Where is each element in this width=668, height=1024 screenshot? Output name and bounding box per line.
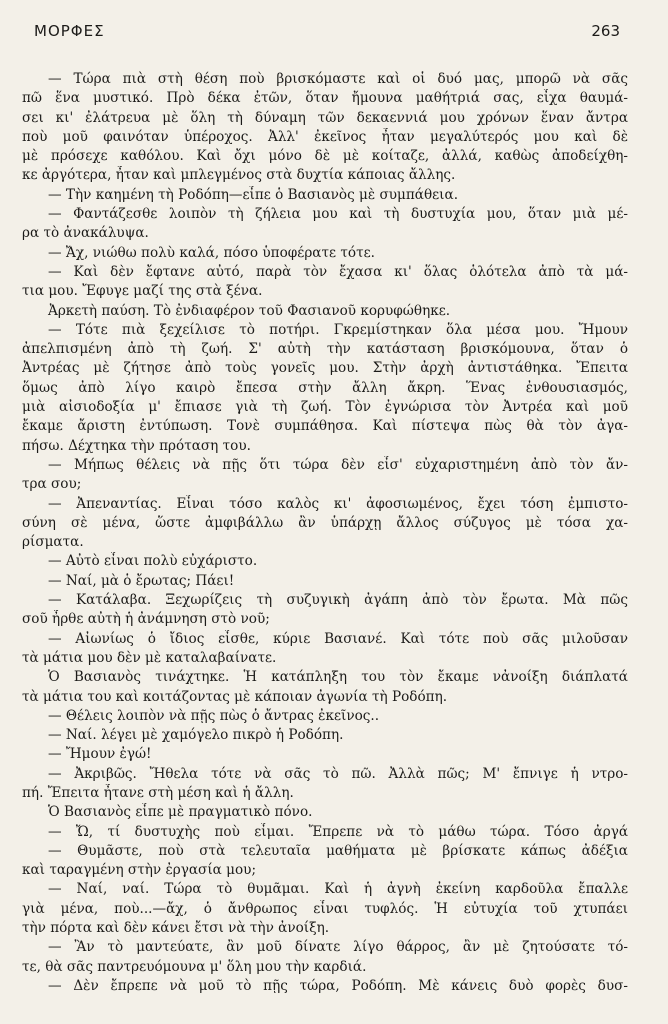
text-line: τρα σου;	[22, 476, 82, 493]
text-line: πήσω. Δέχτηκα τὴν πρόταση του.	[22, 437, 251, 454]
text-line: — Ἂν τὸ μαντεύατε, ἂν μοῦ δίνατε λίγο θάρρος, ἂν μὲ ζητούσατε τό-	[48, 939, 628, 956]
text-line: Ὁ Βασιανὸς τινάχτηκε. Ἡ κατάπληξη του τὸν ἔκαμε νἀνοίξη διάπλατά	[48, 669, 628, 686]
text-line: σοῦ ἦρθε αὐτὴ ἡ ἀνάμνηση στὸ νοῦ;	[22, 611, 270, 628]
text-line: — Δὲν ἔπρεπε νὰ μοῦ τὸ πῇς τώρα, Ροδόπη. Μὲ κάνεις δυὸ φορὲς δυσ-	[48, 977, 628, 994]
text-line: σύνη σὲ μένα, ὥστε ἀμφιβάλλω ἂν ὑπάρχῃ ἄλλος σύζυγος μὲ τόσα χα-	[22, 514, 628, 531]
text-line: — Τότε πιὰ ξεχείλισε τὸ ποτήρι. Γκρεμίστηκαν ὅλα μέσα μου. Ἤμουν	[48, 321, 628, 338]
text-line: Ἀντρέας μὲ ζήτησε ἀπὸ τοὺς γονεῖς μου. Στὴν ἀρχὴ ἀντιστάθηκα. Ἔπειτα	[22, 360, 628, 377]
text-line: — Κατάλαβα. Ξεχωρίζεις τὴ συζυγικὴ ἀγάπη ἀπὸ τὸν ἔρωτα. Μὰ πῶς	[48, 592, 628, 609]
text-line: τὰ μάτια του καὶ κοιτάζοντας μὲ κάποιαν ἀγωνία τὴ Ροδόπη.	[22, 688, 448, 705]
running-head: ΜΟΡΦΕΣ	[34, 22, 105, 40]
text-line: κε ἀργότερα, ἦταν καὶ μπλεγμένος στὰ δυχτία κάποιας ἄλλης.	[22, 167, 456, 184]
text-line: καὶ ταραγμένη στὴν ἐργασία μου;	[22, 862, 257, 879]
text-line: — Θυμᾶστε, ποὺ στὰ τελευταῖα μαθήματα μὲ βρίσκατε κάπως ἀδέξια	[48, 842, 628, 859]
text-line: ρα τὸ ἀνακάλυψα.	[22, 225, 149, 242]
text-line: τια μου. Ἔφυγε μαζί της στὰ ξένα.	[22, 283, 263, 300]
text-line: Ὁ Βασιανὸς εἶπε μὲ πραγματικὸ πόνο.	[48, 804, 313, 821]
text-line: τε, θὰ σᾶς παντρευόμουνα μ' ὅλη μου τὴν καρδιά.	[22, 958, 367, 975]
text-line: — Αἰωνίως ὁ ἴδιος εἶσθε, κύριε Βασιανέ. Καὶ τότε ποὺ σᾶς μιλοῦσαν	[48, 630, 628, 647]
text-line: Ἀρκετὴ παύση. Τὸ ἐνδιαφέρον τοῦ Φασιανοῦ κορυφώθηκε.	[48, 302, 451, 319]
body-text	[22, 70, 628, 996]
text-line: — Ἀπεναντίας. Εἶναι τόσο καλὸς κι' ἀφοσιωμένος, ἔχει τόση ἐμπιστο-	[48, 495, 628, 512]
text-line: πή. Ἔπειτα ἦτανε στὴ μέση καὶ ἡ ἄλλη.	[22, 784, 294, 801]
text-line: — Ναί. λέγει μὲ χαμόγελο πικρὸ ἡ Ροδόπη.	[48, 727, 344, 744]
text-line: — Ναί, ναί. Τώρα τὸ θυμᾶμαι. Καὶ ἡ ἀγνὴ ἐκείνη καρδοῦλα ἔπαλλε	[48, 881, 628, 898]
text-line: — Ὤ, τί δυστυχὴς ποὺ εἶμαι. Ἔπρεπε νὰ τὸ μάθω τώρα. Τόσο ἀργά	[48, 823, 628, 840]
text-line: τὴν πόρτα καὶ δὲν κάνει ἔτσι νὰ τὴν ἀνοίξη.	[22, 920, 330, 937]
text-line: — Ναί, μὰ ὁ ἔρωτας; Πάει!	[48, 572, 235, 589]
text-line: — Καὶ δὲν ἔφτανε αὐτό, παρὰ τὸν ἔχασα κι' ὅλας ὁλότελα ἀπὸ τὰ μά-	[48, 263, 628, 280]
text-line: — Ἄχ, νιώθω πολὺ καλά, πόσο ὑποφέρατε τότε.	[48, 244, 375, 261]
text-line: — Τώρα πιὰ στὴ θέση ποὺ βρισκόμαστε καὶ οἱ δυό μας, μπορῶ νὰ σᾶς	[48, 71, 628, 87]
text-line: — Θέλεις λοιπὸν νὰ πῇς πὼς ὁ ἄντρας ἐκεῖνος..	[48, 707, 380, 724]
text-line: — Φαντάζεσθε λοιπὸν τὴ ζήλεια μου καὶ τὴ δυστυχία μου, ὅταν μιὰ μέ-	[48, 206, 628, 223]
text-line: ἀπελπισμένη ἀπὸ τὴ ζωή. Σ' αὐτὴ τὴν κατάσταση βρισκόμουνα, ὅταν ὁ	[22, 341, 628, 358]
text-line: γιὰ μένα, ποὺ...—ἄχ, ὁ ἄνθρωπος εἶναι τυφλός. Ἡ εὐτυχία τοῦ χτυπάει	[22, 900, 628, 917]
text-line: πῶ ἕνα μυστικό. Πρὸ δέκα ἐτῶν, ὅταν ἤμουνα μαθήτριά σας, εἶχα θαυμά-	[22, 90, 628, 107]
page-header	[22, 0, 628, 62]
text-line: — Αὐτὸ εἶναι πολὺ εὐχάριστο.	[48, 553, 258, 570]
text-line: σει κι' ἐλάτρευα μὲ ὅλη τὴ δύναμη τῶν δεκαεννιά μου χρόνων ἕναν ἄντρα	[22, 109, 628, 126]
text-line: μὲ πρόσεχε καθόλου. Καὶ ὄχι μόνο δὲ μὲ κοίταζε, ἀλλά, καθὼς ἀποδείχθη-	[22, 148, 628, 165]
text-line: — Μήπως θέλεις νὰ πῇς ὅτι τώρα δὲν εἶσ' εὐχαριστημένη ἀπὸ τὸν ἄν-	[48, 456, 628, 473]
text-line: τὰ μάτια μου δὲν μὲ καταλαβαίνατε.	[22, 649, 277, 666]
text-line: ποὺ μοῦ φαινόταν ὑπέροχος. Ἀλλ' ἐκεῖνος ἦταν μεγαλύτερός μου καὶ δὲ	[22, 128, 628, 145]
text-line: ρίσματα.	[22, 534, 84, 551]
text-line: ὅμως ἀπὸ λίγο καιρὸ ἔπεσα στὴν ἄλλη ἄκρη. Ἕνας ἐνθουσιασμός,	[22, 379, 628, 396]
text-line: — Ἤμουν ἐγώ!	[48, 746, 152, 763]
text-line: ἔκαμε ἄριστη ἐντύπωση. Τονὲ συμπάθησα. Καὶ πίστεψα πὼς θὰ τὸν ἀγα-	[22, 418, 628, 435]
text-line: μιὰ αἰσιοδοξία μ' ἔπιασε γιὰ τὴ ζωή. Τὸν ἐγνώρισα τὸν Ἀντρέα καὶ μοῦ	[22, 399, 628, 416]
page-number: 263	[591, 22, 620, 40]
text-line: — Τὴν καημένη τὴ Ροδόπη—εἶπε ὁ Βασιανὸς μὲ συμπάθεια.	[48, 186, 459, 203]
text-line: — Ἀκριβῶς. Ἤθελα τότε νὰ σᾶς τὸ πῶ. Ἀλλὰ πῶς; Μ' ἔπνιγε ἡ ντρο-	[48, 765, 628, 782]
